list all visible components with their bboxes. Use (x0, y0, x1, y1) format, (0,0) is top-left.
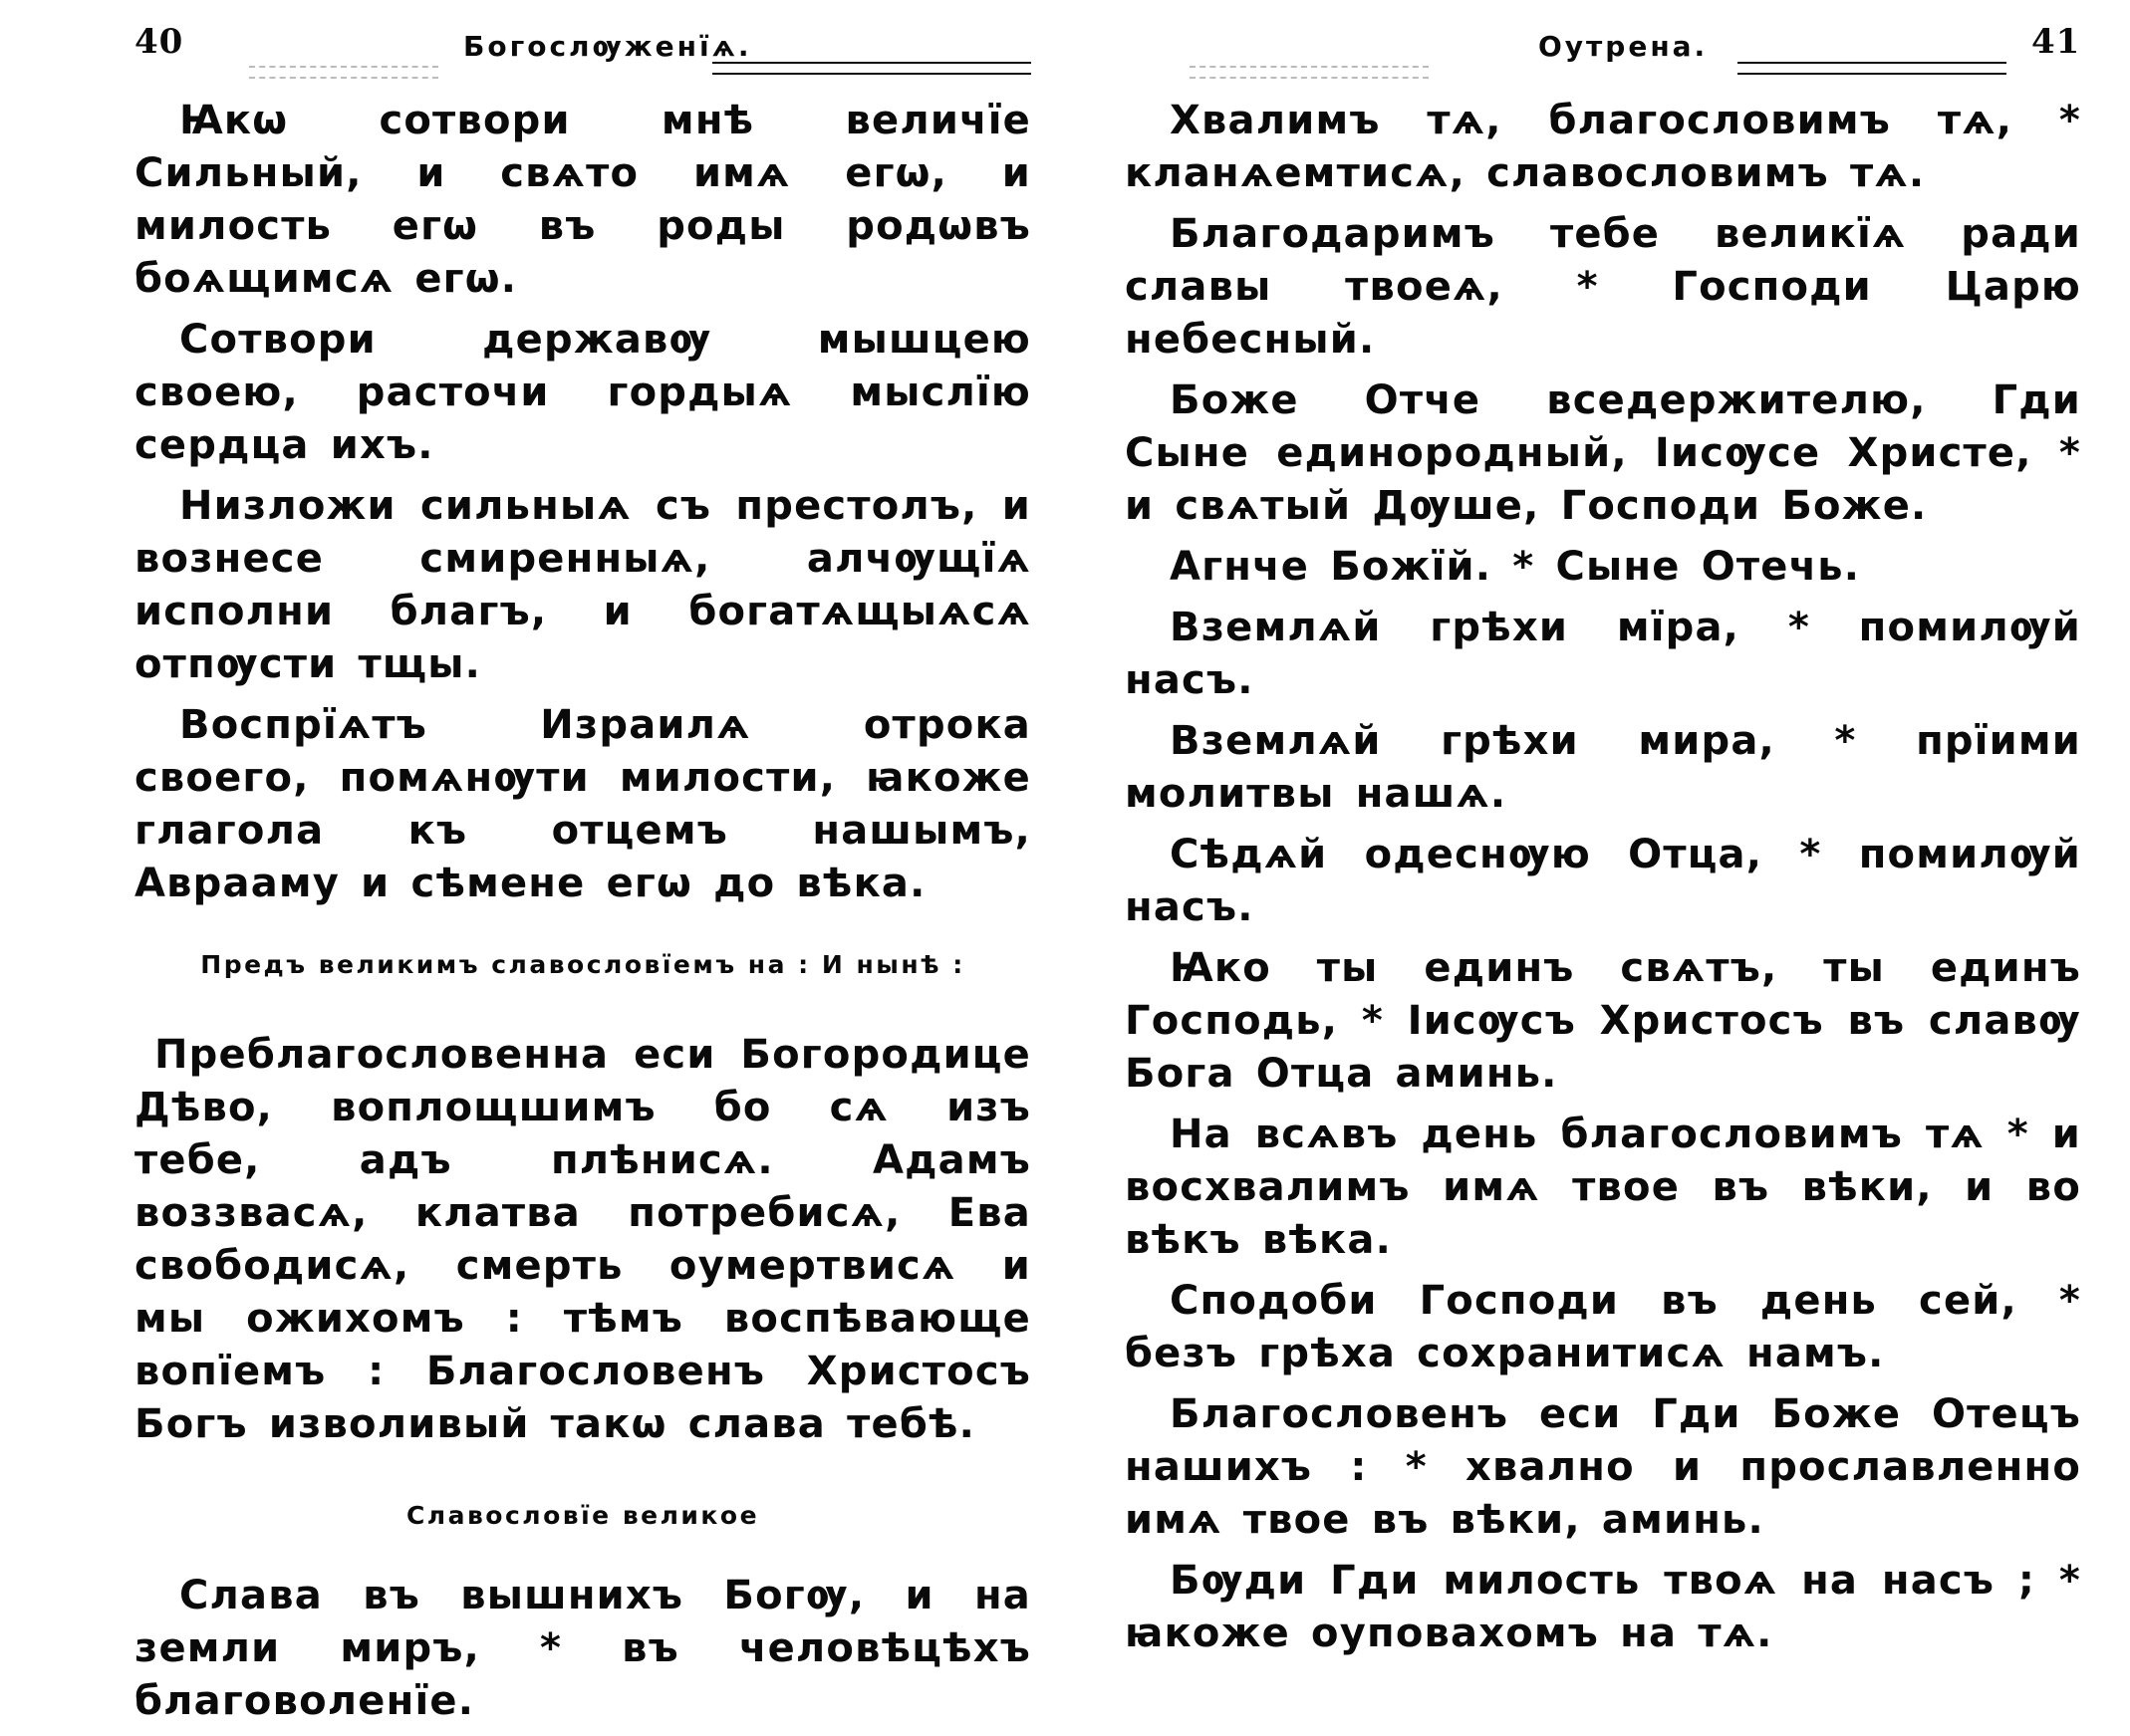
header-rule-left-a (249, 66, 438, 79)
magnificat-verse-1: Ꙗкѡ сотвори мнѣ величїе Сильный, и свѧто имѧ егѡ, и милость егѡ въ роды родѡвъ боѧщимсѧ егѡ. (134, 98, 1031, 302)
doxology-verse-9: На всѧвъ день благословимъ тѧ * и восхвалимъ имѧ твое въ вѣки, и во вѣкъ вѣка. (1125, 1112, 2081, 1263)
doxology-verse-8: Ꙗко ты единъ свѧтъ, ты единъ Господь, * Іисѹсъ Христосъ въ славѹ Бога Отца аминь. (1125, 945, 2081, 1097)
doxology-verse-3: Боже Отче вседержителю, Гди Сыне единородный, Іисѹсе Христе, * и свѧтый Дѹше, Господи Боже. (1125, 377, 2081, 529)
header-rule-right-a (1190, 66, 1429, 79)
doxology-verse-7: Сѣдѧй одеснѹю Отца, * помилѹй насъ. (1125, 832, 2081, 930)
right-page-header (1120, 22, 2081, 72)
magnificat-verse-4: Воспрїѧтъ Израилѧ отрока своего, помѧнѹти милости, ꙗкоже глагола къ отцемъ нашымъ, Аврааму и сѣмене егѡ до вѣка. (134, 702, 1031, 906)
page-number-left: 40 (134, 22, 184, 62)
left-page-header (134, 22, 1031, 72)
magnificat-verse-3: Низложи сильныѧ съ престолъ, и вознесе смиренныѧ, алчѹщїѧ исполни благъ, и богатѧщыѧсѧ отпѹсти тщы. (134, 483, 1031, 687)
doxology-verse-5: Вземлѧй грѣхи мїра, * помилѹй насъ. (1125, 605, 2081, 703)
doxology-verse-10: Сподоби Господи въ день сей, * безъ грѣха сохранитисѧ намъ. (1125, 1278, 2081, 1376)
right-page (1065, 0, 2130, 1656)
header-rule-left-b (712, 62, 1031, 75)
gloria-paragraph: Слава въ вышнихъ Богѹ, и на земли миръ, * въ человѣцѣхъ благоволенїе. (134, 1573, 1031, 1724)
header-rule-right-b (1737, 62, 2006, 75)
doxology-verse-4: Агнче Божїй. * Сыне Отечь. (1170, 544, 1861, 590)
rubric-before-doxology: Предъ великимъ славословїемъ на : И нынѣ : (200, 950, 965, 979)
doxology-verse-1: Хвалимъ тѧ, благословимъ тѧ, * кланѧемтисѧ, славословимъ тѧ. (1125, 98, 2081, 196)
rubric-great-doxology: Славословїе великое (405, 1501, 760, 1530)
doxology-verse-12: Бѹди Гди милость твоѧ на насъ ; * ꙗкоже оуповахомъ на тѧ. (1125, 1558, 2081, 1656)
running-title-left: Богослѹженїѧ. (463, 30, 752, 63)
doxology-verse-11: Благословенъ еси Гди Боже Отецъ нашихъ : * хвално и прославленно имѧ твое въ вѣки, аминь. (1125, 1391, 2081, 1543)
doxology-verse-2: Благодаримъ тебе великїѧ ради славы твоеѧ, * Господи Царю небесный. (1125, 211, 2081, 363)
magnificat-verse-2: Сотвори державѹ мышцею своею, расточи гордыѧ мыслїю сердца ихъ. (134, 317, 1031, 468)
theotokion-paragraph: Преблагословенна еси Богородице Дѣво, воплощшимъ бо сѧ изъ тебе, адъ плѣнисѧ. Адамъ воззвасѧ, клатва потребисѧ, Ева свободисѧ, смерть оумертвисѧ и мы ожихомъ : тѣмъ воспѣвающе вопїемъ : Благословенъ Христосъ Богъ изволивый такѡ слава тебѣ. (134, 1032, 1031, 1447)
doxology-verse-6: Вземлѧй грѣхи мира, * прїими молитвы нашѧ. (1125, 718, 2081, 817)
running-title-right: Оутрена. (1538, 30, 1709, 63)
right-page-body (1125, 95, 2081, 1668)
left-page-body (134, 95, 1031, 1736)
left-page (0, 0, 1065, 1724)
page-number-right: 41 (2031, 22, 2081, 62)
